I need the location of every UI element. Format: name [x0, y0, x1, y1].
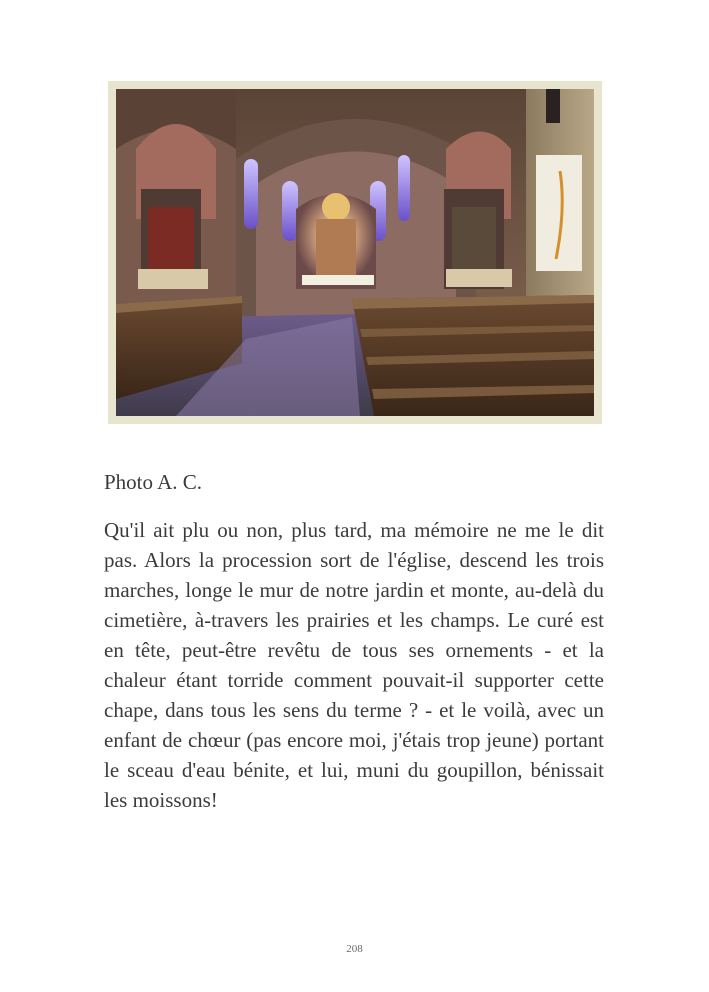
- photo-frame: [108, 81, 602, 424]
- body-paragraph: Qu'il ait plu ou non, plus tard, ma mémoire ne me le dit pas. Alors la procession sort de l'église, descend les trois marches, longe le mur de notre jardin et monte, au-delà du cimetière, à-travers les prairies et les champs. Le curé est en tête, peut-être revêtu de tous ses ornements - et la chaleur étant torride comment pouvait-il supporter cette chape, dans tous les sens du terme ? - et le voilà, avec un enfant de chœur (pas encore moi, j'étais trop jeune) portant le sceau d'eau bénite, et lui, muni du goupillon, bénissait les moissons!: [104, 518, 604, 812]
- church-interior-photo: [116, 89, 594, 416]
- photo-caption: Photo A. C.: [104, 470, 203, 494]
- page-number: 208: [346, 943, 363, 955]
